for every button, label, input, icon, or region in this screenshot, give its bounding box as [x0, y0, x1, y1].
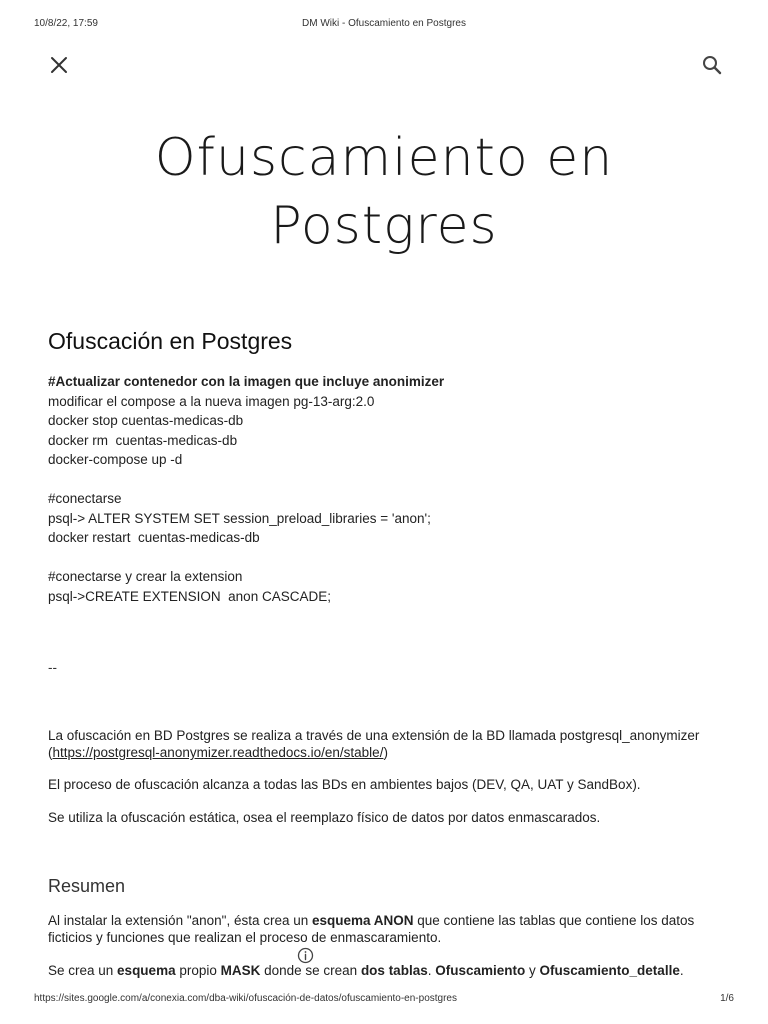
print-page-number: 1/6 — [720, 993, 734, 1004]
bold-text: Ofuscamiento_detalle — [539, 963, 680, 978]
search-icon[interactable] — [701, 54, 723, 76]
print-page-title: DM Wiki - Ofuscamiento en Postgres — [302, 18, 466, 29]
code-line: docker rm cuentas-medicas-db — [48, 432, 238, 448]
code-line: psql-> ALTER SYSTEM SET session_preload_libraries = 'anon'; — [48, 510, 431, 526]
close-icon[interactable] — [48, 54, 70, 76]
code-line: docker-compose up -d — [48, 452, 183, 467]
resumen-heading: Resumen — [48, 876, 126, 896]
intro-paragraph — [48, 727, 738, 761]
print-url: https://sites.google.com/a/conexia.com/dba-wiki/ofuscación-de-datos/ofuscamiento-en-postgres — [34, 993, 457, 1004]
page-title — [0, 124, 768, 260]
print-header — [0, 18, 768, 32]
spacer — [48, 548, 444, 568]
text: que contiene las tablas que contiene los datos ficticios y funciones que realizan el proceso de enmascaramiento. — [48, 913, 695, 945]
code-line: modificar el compose a la nueva imagen pg-13-arg:2.0 — [48, 393, 375, 409]
scope-paragraph: El proceso de ofuscación alcanza a todas las BDs en ambientes bajos (DEV, QA, UAT y SandBox). — [48, 777, 641, 792]
resumen-paragraph-1 — [48, 912, 738, 946]
code-line: docker stop cuentas-medicas-db — [48, 413, 244, 428]
anonymizer-docs-link[interactable]: https://postgresql-anonymizer.readthedocs.io/en/stable/ — [52, 745, 384, 760]
text: propio — [175, 963, 221, 978]
print-date: 10/8/22, 17:59 — [34, 18, 98, 29]
paren-open: ( — [48, 745, 53, 760]
paren-close: ) — [383, 745, 388, 760]
bold-text: dos tablas — [360, 963, 428, 978]
code-line: #conectarse y crear la extension — [48, 569, 243, 584]
intro-text: La ofuscación en BD Postgres se realiza a través de una extensión de la BD llamada postgresql_anonymizer — [48, 728, 700, 743]
page-title-line-2: Postgres — [270, 196, 498, 256]
bold-text: esquema — [117, 963, 176, 978]
code-block — [48, 372, 444, 606]
bold-text: esquema ANON — [312, 913, 414, 928]
code-line: psql->CREATE EXTENSION anon CASCADE; — [48, 588, 331, 604]
text: donde se crean — [260, 963, 361, 978]
text: . — [679, 963, 684, 978]
page-title-line-1: Ofuscamiento en — [154, 128, 614, 188]
info-icon[interactable] — [297, 947, 314, 964]
bold-text: Ofuscamiento — [435, 963, 526, 978]
code-line: #conectarse — [48, 491, 122, 506]
text: . — [427, 963, 436, 978]
spacer — [48, 470, 444, 490]
separator-dashes: -- — [48, 660, 57, 675]
print-footer — [0, 993, 768, 1007]
text: Se crea un — [48, 963, 118, 978]
code-line: docker restart cuentas-medicas-db — [48, 530, 260, 545]
bold-text: MASK — [220, 963, 261, 978]
text: y — [525, 963, 540, 978]
resumen-paragraph-2 — [48, 962, 738, 979]
code-heading: #Actualizar contenedor con la imagen que incluye anonimizer — [48, 374, 445, 389]
section-heading: Ofuscación en Postgres — [48, 328, 293, 354]
method-paragraph: Se utiliza la ofuscación estática, osea el reemplazo físico de datos por datos enmascarados. — [48, 810, 601, 825]
text: Al instalar la extensión "anon", ésta crea un — [48, 913, 312, 928]
